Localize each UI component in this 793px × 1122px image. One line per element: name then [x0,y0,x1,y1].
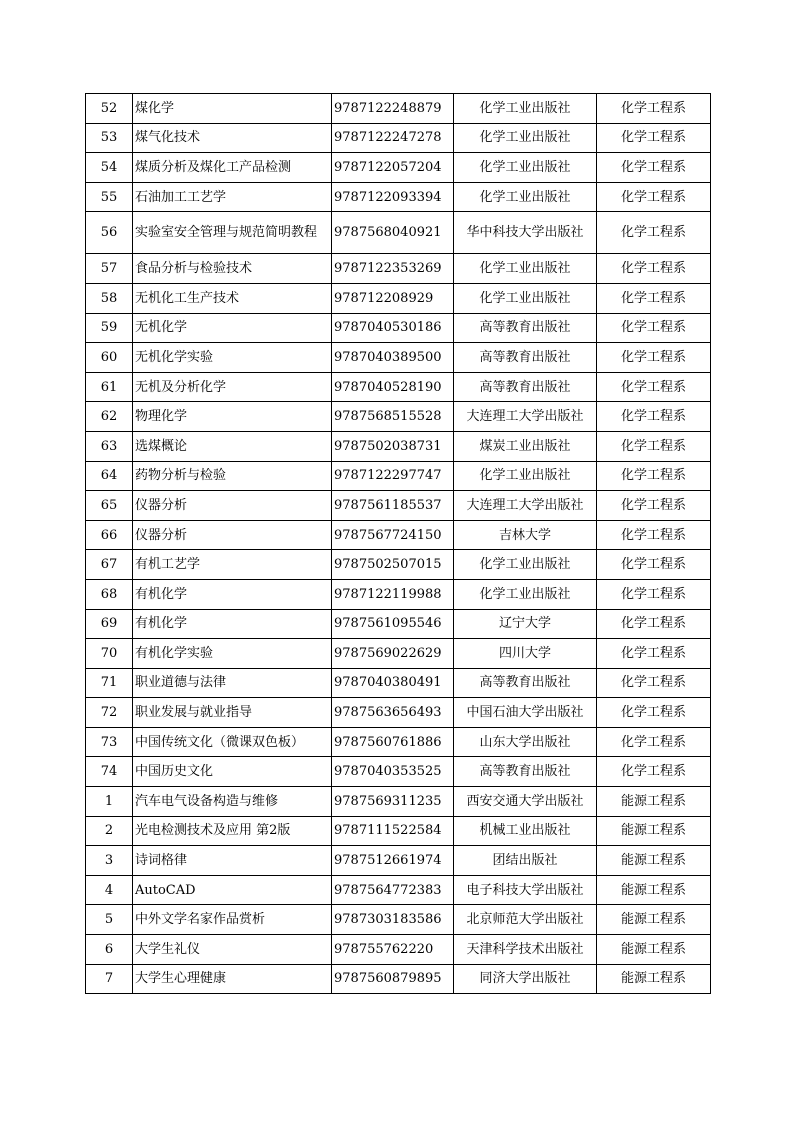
department-cell: 化学工程系 [597,123,711,153]
isbn-cell: 9787512661974 [332,846,454,876]
row-number-cell: 72 [86,698,133,728]
table-row [86,846,711,876]
table-row [86,639,711,669]
row-number-cell: 6 [86,935,133,965]
publisher-cell: 高等教育出版社 [454,372,597,402]
isbn-cell: 9787040380491 [332,668,454,698]
publisher-cell: 化学工业出版社 [454,182,597,212]
publisher-cell: 山东大学出版社 [454,727,597,757]
department-cell: 化学工程系 [597,313,711,343]
publisher-cell: 化学工业出版社 [454,123,597,153]
isbn-cell: 9787122297747 [332,461,454,491]
table-row [86,579,711,609]
table-row [86,727,711,757]
isbn-cell: 9787502507015 [332,550,454,580]
isbn-cell: 9787561185537 [332,491,454,521]
department-cell: 化学工程系 [597,639,711,669]
row-number-cell: 70 [86,639,133,669]
table-body [86,94,711,994]
isbn-cell: 9787040353525 [332,757,454,787]
row-number-cell: 54 [86,153,133,183]
row-number-cell: 5 [86,905,133,935]
department-cell: 化学工程系 [597,668,711,698]
publisher-cell: 高等教育出版社 [454,343,597,373]
table-row [86,550,711,580]
book-title-cell: 职业发展与就业指导 [133,698,332,728]
row-number-cell: 61 [86,372,133,402]
row-number-cell: 73 [86,727,133,757]
table-row [86,283,711,313]
department-cell: 化学工程系 [597,550,711,580]
department-cell: 能源工程系 [597,875,711,905]
isbn-cell: 9787122248879 [332,94,454,124]
book-title-cell: 中外文学名家作品赏析 [133,905,332,935]
book-title-cell: 煤化学 [133,94,332,124]
book-title-cell: 有机工艺学 [133,550,332,580]
book-title-cell: 有机化学实验 [133,639,332,669]
isbn-cell: 9787122093394 [332,182,454,212]
table-row [86,94,711,124]
isbn-cell: 9787560761886 [332,727,454,757]
department-cell: 能源工程系 [597,816,711,846]
publisher-cell: 化学工业出版社 [454,461,597,491]
publisher-cell: 高等教育出版社 [454,313,597,343]
row-number-cell: 59 [86,313,133,343]
isbn-cell: 9787569022629 [332,639,454,669]
isbn-cell: 9787569311235 [332,787,454,817]
publisher-cell: 机械工业出版社 [454,816,597,846]
department-cell: 化学工程系 [597,579,711,609]
department-cell: 能源工程系 [597,935,711,965]
book-title-cell: 无机化学实验 [133,343,332,373]
table-row [86,964,711,994]
book-title-cell: AutoCAD [133,875,332,905]
department-cell: 化学工程系 [597,757,711,787]
table-row [86,905,711,935]
isbn-cell: 9787560879895 [332,964,454,994]
publisher-cell: 化学工业出版社 [454,94,597,124]
department-cell: 能源工程系 [597,787,711,817]
table-row [86,153,711,183]
table-row [86,698,711,728]
row-number-cell: 67 [86,550,133,580]
department-cell: 化学工程系 [597,283,711,313]
table-row [86,313,711,343]
book-title-cell: 选煤概论 [133,431,332,461]
book-title-cell: 诗词格律 [133,846,332,876]
row-number-cell: 68 [86,579,133,609]
department-cell: 能源工程系 [597,846,711,876]
isbn-cell: 9787568040921 [332,212,454,254]
row-number-cell: 66 [86,520,133,550]
book-title-cell: 煤气化技术 [133,123,332,153]
book-title-cell: 无机化工生产技术 [133,283,332,313]
table-row [86,935,711,965]
department-cell: 化学工程系 [597,254,711,284]
publisher-cell: 化学工业出版社 [454,283,597,313]
table-row [86,816,711,846]
publisher-cell: 化学工业出版社 [454,254,597,284]
isbn-cell: 9787561095546 [332,609,454,639]
publisher-cell: 四川大学 [454,639,597,669]
publisher-cell: 吉林大学 [454,520,597,550]
row-number-cell: 56 [86,212,133,254]
table-row [86,461,711,491]
publisher-cell: 电子科技大学出版社 [454,875,597,905]
department-cell: 能源工程系 [597,964,711,994]
row-number-cell: 62 [86,402,133,432]
row-number-cell: 52 [86,94,133,124]
row-number-cell: 3 [86,846,133,876]
department-cell: 化学工程系 [597,698,711,728]
book-title-cell: 无机化学 [133,313,332,343]
row-number-cell: 7 [86,964,133,994]
isbn-cell: 9787563656493 [332,698,454,728]
isbn-cell: 9787122353269 [332,254,454,284]
department-cell: 化学工程系 [597,402,711,432]
publisher-cell: 高等教育出版社 [454,757,597,787]
isbn-cell: 9787122247278 [332,123,454,153]
table-row [86,182,711,212]
row-number-cell: 60 [86,343,133,373]
publisher-cell: 高等教育出版社 [454,668,597,698]
row-number-cell: 55 [86,182,133,212]
table-row [86,609,711,639]
publisher-cell: 华中科技大学出版社 [454,212,597,254]
table-row [86,254,711,284]
row-number-cell: 71 [86,668,133,698]
department-cell: 化学工程系 [597,431,711,461]
isbn-cell: 9787568515528 [332,402,454,432]
isbn-cell: 9787040528190 [332,372,454,402]
book-title-cell: 物理化学 [133,402,332,432]
book-title-cell: 实验室安全管理与规范简明教程 [133,212,332,254]
isbn-cell: 978712208929 [332,283,454,313]
department-cell: 化学工程系 [597,343,711,373]
isbn-cell: 978755762220 [332,935,454,965]
publisher-cell: 同济大学出版社 [454,964,597,994]
publisher-cell: 煤炭工业出版社 [454,431,597,461]
table-row [86,491,711,521]
publisher-cell: 西安交通大学出版社 [454,787,597,817]
book-title-cell: 光电检测技术及应用 第2版 [133,816,332,846]
isbn-cell: 9787122057204 [332,153,454,183]
book-title-cell: 药物分析与检验 [133,461,332,491]
table-row [86,372,711,402]
table-row [86,875,711,905]
publisher-cell: 化学工业出版社 [454,153,597,183]
book-title-cell: 中国传统文化（微课双色板） [133,727,332,757]
department-cell: 化学工程系 [597,94,711,124]
isbn-cell: 9787502038731 [332,431,454,461]
isbn-cell: 9787564772383 [332,875,454,905]
publisher-cell: 北京师范大学出版社 [454,905,597,935]
table-row [86,787,711,817]
publisher-cell: 中国石油大学出版社 [454,698,597,728]
row-number-cell: 2 [86,816,133,846]
isbn-cell: 9787111522584 [332,816,454,846]
row-number-cell: 53 [86,123,133,153]
book-title-cell: 有机化学 [133,579,332,609]
table-row [86,343,711,373]
row-number-cell: 1 [86,787,133,817]
isbn-cell: 9787040530186 [332,313,454,343]
row-number-cell: 4 [86,875,133,905]
book-title-cell: 无机及分析化学 [133,372,332,402]
book-title-cell: 仪器分析 [133,520,332,550]
department-cell: 化学工程系 [597,609,711,639]
table-row [86,431,711,461]
department-cell: 化学工程系 [597,372,711,402]
table-row [86,123,711,153]
table-row [86,212,711,254]
department-cell: 化学工程系 [597,461,711,491]
book-title-cell: 大学生心理健康 [133,964,332,994]
publisher-cell: 辽宁大学 [454,609,597,639]
book-title-cell: 职业道德与法律 [133,668,332,698]
row-number-cell: 64 [86,461,133,491]
textbook-table [85,93,711,994]
book-title-cell: 仪器分析 [133,491,332,521]
department-cell: 化学工程系 [597,520,711,550]
department-cell: 化学工程系 [597,727,711,757]
department-cell: 化学工程系 [597,182,711,212]
department-cell: 化学工程系 [597,491,711,521]
isbn-cell: 9787040389500 [332,343,454,373]
row-number-cell: 65 [86,491,133,521]
publisher-cell: 团结出版社 [454,846,597,876]
publisher-cell: 化学工业出版社 [454,579,597,609]
publisher-cell: 大连理工大学出版社 [454,491,597,521]
book-title-cell: 石油加工工艺学 [133,182,332,212]
book-title-cell: 食品分析与检验技术 [133,254,332,284]
book-title-cell: 煤质分析及煤化工产品检测 [133,153,332,183]
table-row [86,520,711,550]
isbn-cell: 9787567724150 [332,520,454,550]
isbn-cell: 9787303183586 [332,905,454,935]
department-cell: 化学工程系 [597,212,711,254]
publisher-cell: 天津科学技术出版社 [454,935,597,965]
row-number-cell: 58 [86,283,133,313]
department-cell: 化学工程系 [597,153,711,183]
row-number-cell: 63 [86,431,133,461]
table-row [86,668,711,698]
publisher-cell: 大连理工大学出版社 [454,402,597,432]
book-title-cell: 中国历史文化 [133,757,332,787]
isbn-cell: 9787122119988 [332,579,454,609]
row-number-cell: 69 [86,609,133,639]
row-number-cell: 74 [86,757,133,787]
book-title-cell: 大学生礼仪 [133,935,332,965]
row-number-cell: 57 [86,254,133,284]
publisher-cell: 化学工业出版社 [454,550,597,580]
table-row [86,402,711,432]
table-row [86,757,711,787]
book-title-cell: 汽车电气设备构造与维修 [133,787,332,817]
book-title-cell: 有机化学 [133,609,332,639]
department-cell: 能源工程系 [597,905,711,935]
